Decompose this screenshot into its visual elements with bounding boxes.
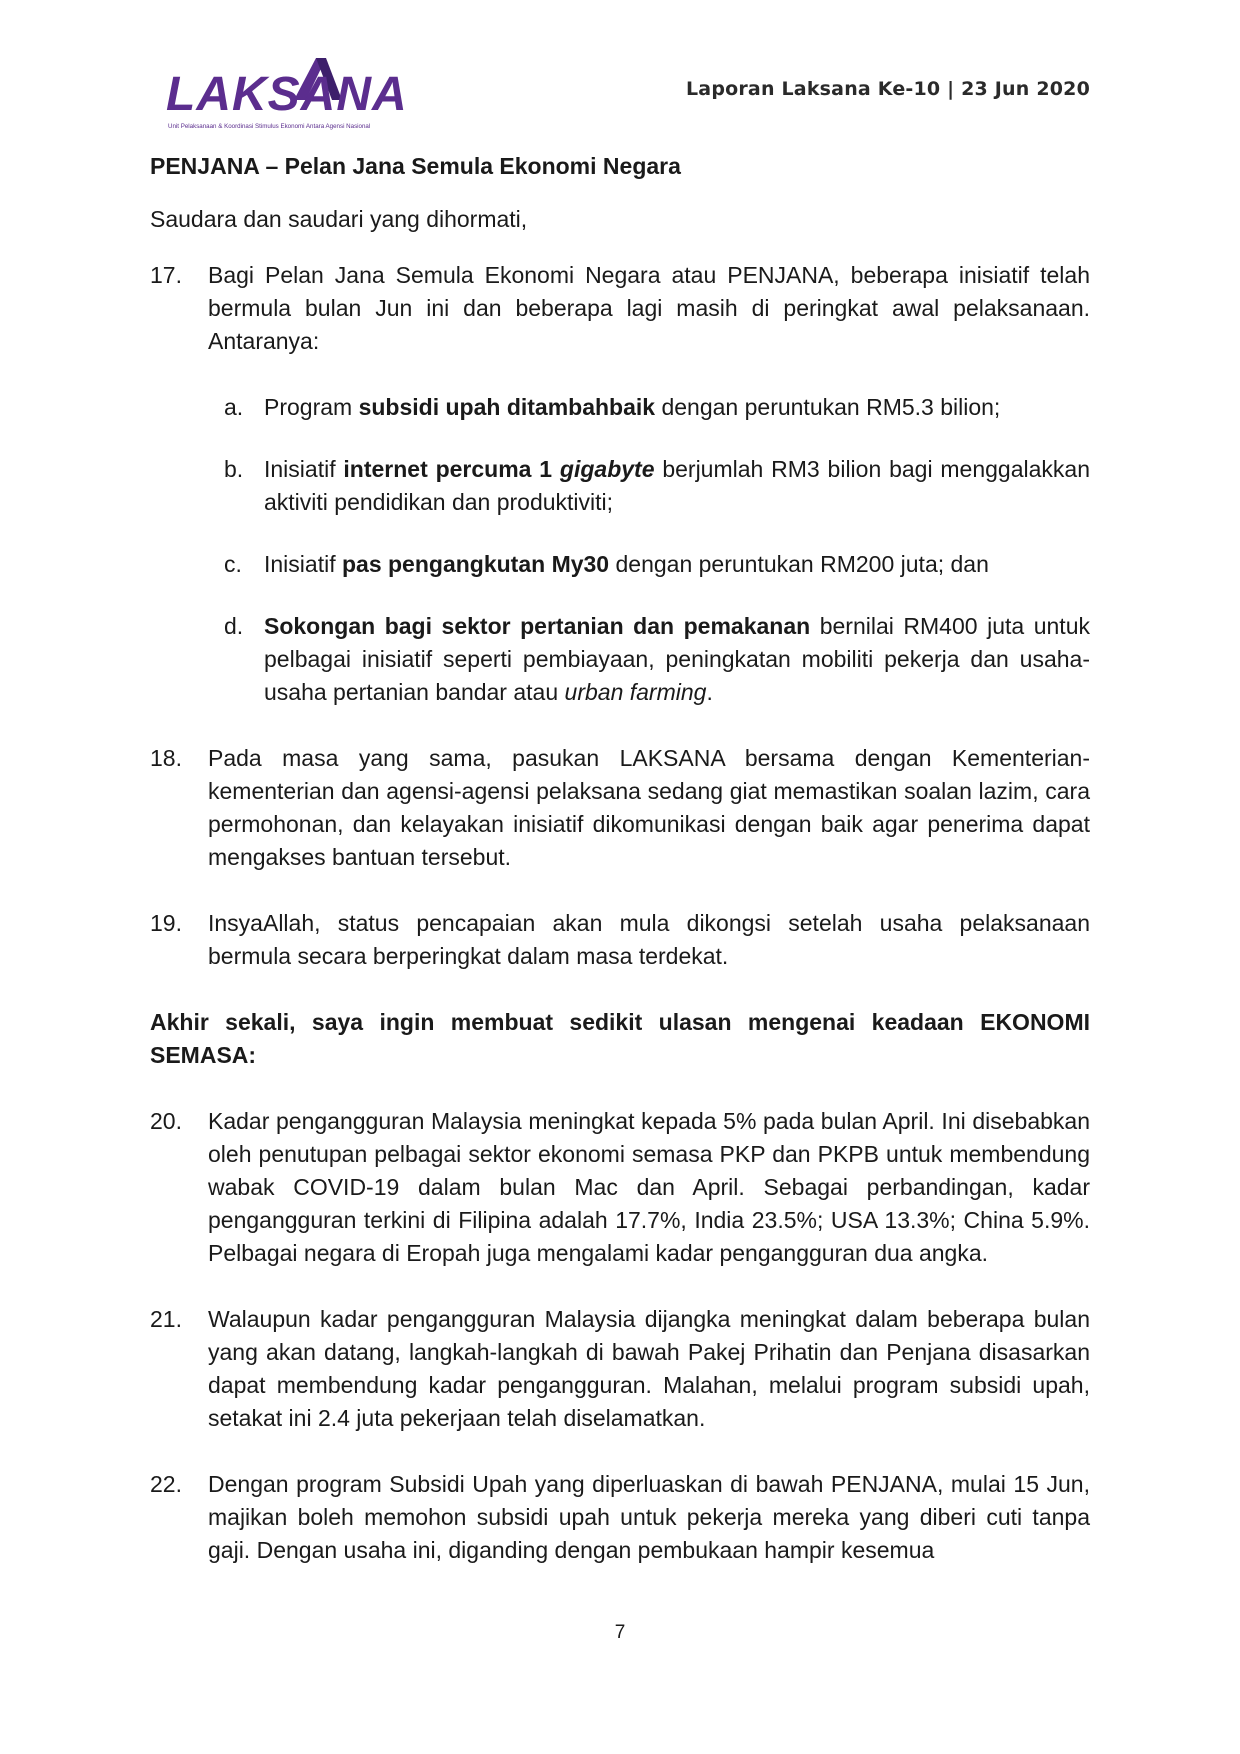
paragraph-20 xyxy=(150,1105,1090,1270)
paragraph-text: InsyaAllah, status pencapaian akan mula dikongsi setelah usaha pelaksanaan bermula secara berperingkat dalam masa terdekat. xyxy=(208,910,1090,969)
paragraph-number: 19. xyxy=(150,910,182,936)
paragraph-number: 17. xyxy=(150,262,182,288)
paragraph-18 xyxy=(150,742,1090,874)
list-item-d: d. Sokongan bagi sektor pertanian dan pemakanan bernilai RM400 juta untuk pelbagai inisiatif seperti pembiayaan, peningkatan mobiliti pekerja dan usaha-usaha pertanian bandar atau urban farming. xyxy=(150,610,1090,709)
paragraph-number: 20. xyxy=(150,1108,182,1134)
paragraph-number: 22. xyxy=(150,1471,182,1497)
list-letter: a. xyxy=(224,394,244,420)
section-heading: Akhir sekali, saya ingin membuat sedikit ulasan mengenai keadaan EKONOMI SEMASA: xyxy=(150,1009,1090,1068)
list-item-b: b. Inisiatif internet percuma 1 gigabyte berjumlah RM3 bilion bagi menggalakkan aktiviti pendidikan dan produktiviti; xyxy=(150,453,1090,519)
list-letter: c. xyxy=(224,551,242,577)
paragraph-text: Walaupun kadar pengangguran Malaysia dijangka meningkat dalam beberapa bulan yang akan datang, langkah-langkah di bawah Pakej Prihatin dan Penjana disasarkan dapat membendung kadar pengangguran. Malahan, melalui program subsidi upah, setakat ini 2.4 juta pekerjaan telah diselamatkan. xyxy=(208,1306,1090,1431)
paragraph-19 xyxy=(150,907,1090,973)
page-number: 7 xyxy=(614,1622,626,1643)
paragraph-17 xyxy=(150,259,1090,358)
paragraph-21 xyxy=(150,1303,1090,1435)
paragraph-text: Bagi Pelan Jana Semula Ekonomi Negara atau PENJANA, beberapa inisiatif telah bermula bulan Jun ini dan beberapa lagi masih di peringkat awal pelaksanaan. Antaranya: xyxy=(208,262,1090,354)
paragraph-text: Dengan program Subsidi Upah yang diperluaskan di bawah PENJANA, mulai 15 Jun, majikan boleh memohon subsidi upah untuk pekerja mereka yang diberi cuti tanpa gaji. Dengan usaha ini, diganding dengan pembukaan hampir kesemua xyxy=(208,1471,1090,1563)
list-letter: d. xyxy=(224,613,244,639)
paragraph-number: 18. xyxy=(150,745,182,771)
greeting: Saudara dan saudari yang dihormati, xyxy=(150,206,528,232)
document-title: PENJANA – Pelan Jana Semula Ekonomi Negara xyxy=(150,153,681,179)
document-body xyxy=(150,150,1090,1567)
paragraph-text: Kadar pengangguran Malaysia meningkat kepada 5% pada bulan April. Ini disebabkan oleh penutupan pelbagai sektor ekonomi semasa PKP dan PKPB untuk membendung wabak COVID-19 dalam bulan Mac dan April. Sebagai perbandingan, kadar pengangguran terkini di Filipina adalah 17.7%, India 23.5%; USA 13.3%; China 5.9%. Pelbagai negara di Eropah juga mengalami kadar pengangguran dua angka. xyxy=(208,1108,1090,1266)
logo-wordmark: LAKSANA xyxy=(166,68,408,121)
paragraph-number: 21. xyxy=(150,1306,182,1332)
paragraph-text: Pada masa yang sama, pasukan LAKSANA bersama dengan Kementerian-kementerian dan agensi-agensi pelaksana sedang giat memastikan soalan lazim, cara permohonan, dan kelayakan inisiatif dikomunikasi dengan baik agar penerima dapat mengakses bantuan tersebut. xyxy=(208,745,1090,870)
laksana-logo xyxy=(166,52,446,134)
list-item-a: a. Program subsidi upah ditambahbaik dengan peruntukan RM5.3 bilion; xyxy=(150,391,1090,424)
list-letter: b. xyxy=(224,456,244,482)
paragraph-22 xyxy=(150,1468,1090,1567)
report-reference: Laporan Laksana Ke-10 | 23 Jun 2020 xyxy=(685,78,1090,100)
list-item-c: c. Inisiatif pas pengangkutan My30 dengan peruntukan RM200 juta; dan xyxy=(150,548,1090,581)
logo-tagline: Unit Pelaksanaan & Koordinasi Stimulus Ekonomi Antara Agensi Nasional xyxy=(168,123,371,130)
